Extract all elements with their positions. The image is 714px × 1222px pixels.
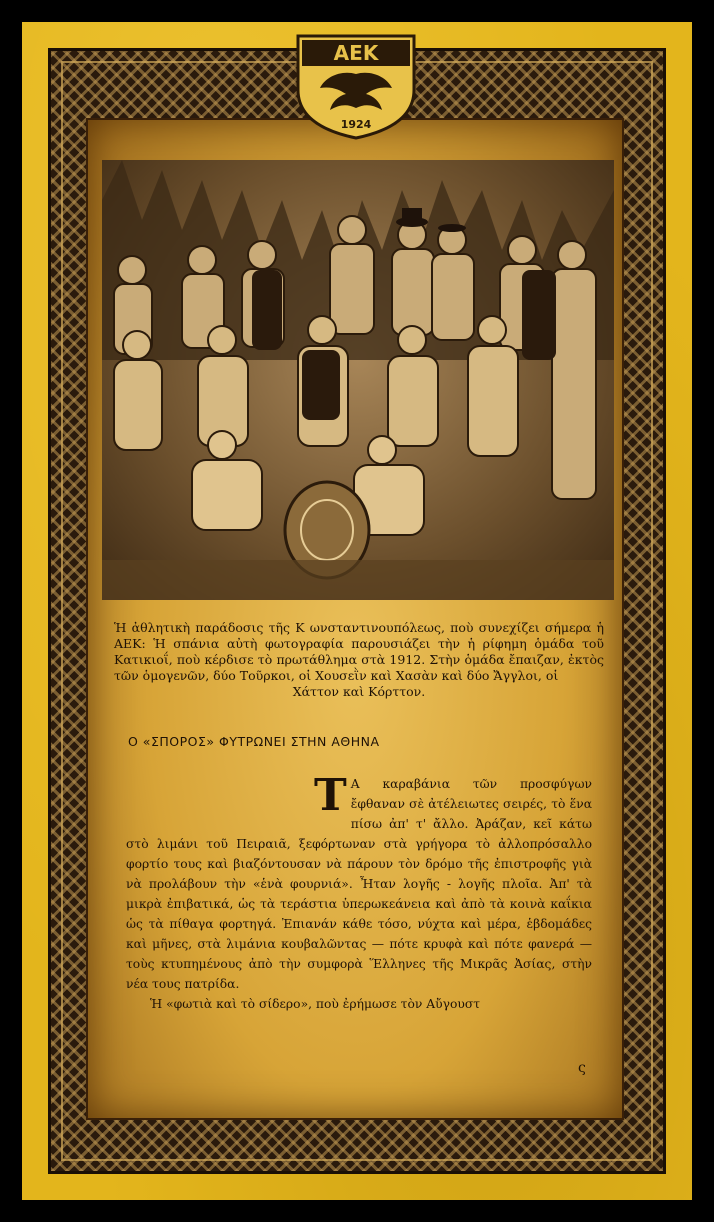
aek-shield-icon [292, 30, 420, 140]
aek-crest-logo [292, 30, 420, 140]
caption-text: Ἡ ἀθλητικὴ παράδοσις τῆς Κ ωνσταντινουπόλεως, ποὺ συνεχίζει σήμερα ἡ ΑΕΚ: Ἡ σπάνια αὐτὴ φωτογραφία παρουσιάζει τὴν ἡ ρίφημη ὁμάδα τοῦ Κατικιοΐ, ποὺ κέρδισε τὸ πρωτάθλημα στὰ 1912. Στὴν ὁμάδα ἔπαιζαν, ἐκτὸς τῶν ὁμογενῶν, δύο Τοῦρκοι, οἱ Χουσεῒν καὶ Χασὰν καὶ δύο Ἄγγλοι, οἱ [114, 620, 604, 683]
article-paragraph-1: Α καραβάνια τῶν προσφύγων ἔφθαναν σὲ ἀτέλειωτες σειρές, τὸ ἕνα πίσω ἀπ' τ' ἄλλο. Ἀράζαν, κεῖ κάτω στὸ λιμάνι τοῦ Πειραιᾶ, ξεφόρτωναν στὰ γρήγορα τὸ ἀλλοπρόσαλλο φορτίο τους καὶ βιαζόντουσαν νὰ πάρουν τὸν δρόμο τῆς ἐπιστροφῆς γιὰ νὰ προλάβουν τὴν «ἑνὰ φουρνιά». Ἦταν λογῆς - λογῆς πλοῖα. Ἀπ' τὰ μικρὰ ἐπιβατικά, ὡς τὰ τεράστια ὑπερωκεάνεια καὶ ἀπὸ τὰ κοινὰ καΐκια ὡς τὰ πίθαγα φορτηγά. Ἐπιανάν κάθε τόσο, νύχτα καὶ μέρα, ἑβδομάδες καὶ μῆνες, στὰ λιμάνια κουβαλῶντας — πότε κρυφὰ καὶ πότε φανερά — τοὺς κτυπημένους ἀπὸ τὴν συμφορὰ Ἕλληνες τῆς Μικρᾶς Ἀσίας, στὴν νέα τους πατρίδα. [126, 777, 592, 991]
article-headline: Ο «ΣΠΟΡΟΣ» ΦΥΤΡΩΝΕΙ ΣΤΗΝ ΑΘΗΝΑ [128, 734, 380, 749]
team-photo [102, 160, 614, 600]
svg-text:ΑΕΚ: ΑΕΚ [333, 41, 379, 65]
caption-last-line: Χάττον καὶ Κόρττον. [292, 684, 426, 699]
article-paragraph-2: Ἡ «φωτιὰ καὶ τὸ σίδερο», ποὺ ἐρήμωσε τὸν Αὔγουστ [150, 997, 481, 1011]
svg-text:1924: 1924 [340, 118, 372, 131]
drop-cap: Τ [314, 770, 347, 821]
article-body [126, 770, 592, 1014]
newspaper-page [86, 118, 624, 1120]
photo-caption [114, 620, 604, 700]
team-photo-illustration [102, 160, 614, 600]
page-mark: ς [578, 1060, 586, 1076]
